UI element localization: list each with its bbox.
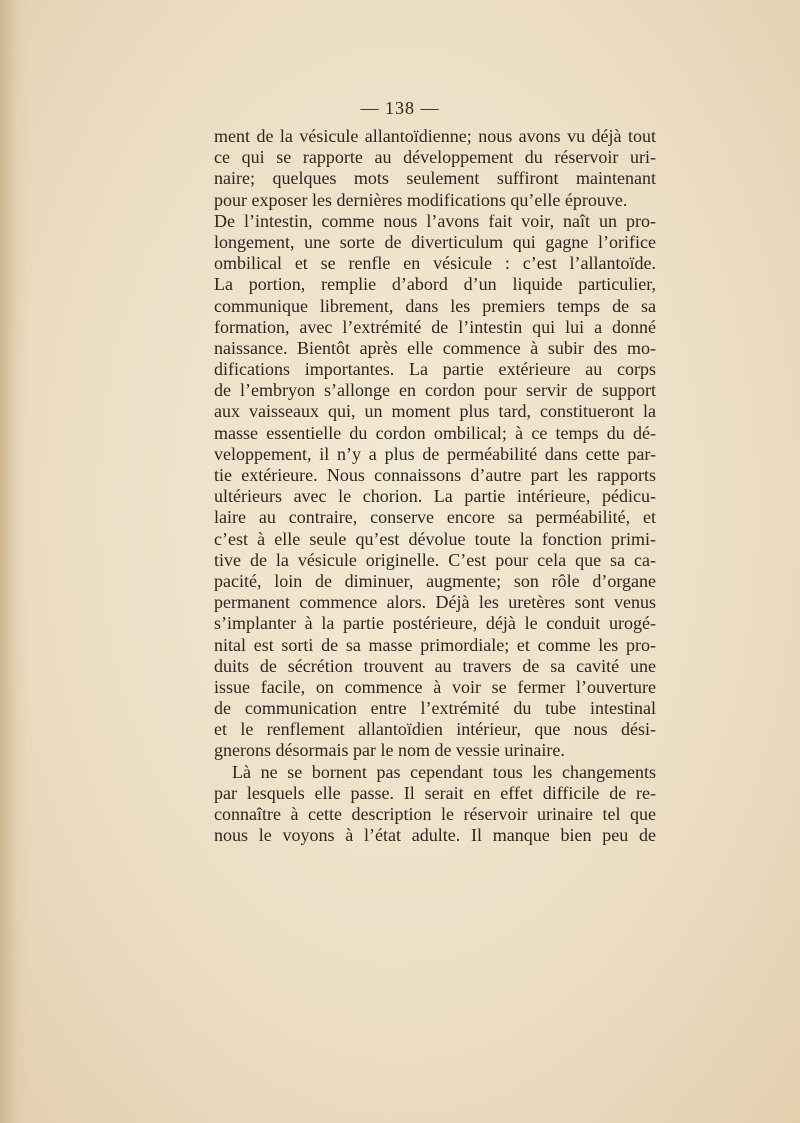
text-line: communique librement, dans les premiers temps de sa — [214, 295, 656, 316]
text-line: connaître à cette description le réservoir urinaire tel que — [214, 804, 656, 824]
text-line: ultérieurs avec le chorion. La partie intérieure, pédicu- — [214, 486, 656, 507]
page-number: — 138 — — [360, 98, 440, 118]
text-line: gnerons désormais par le nom de vessie urinaire. — [214, 740, 565, 761]
text-line: pacité, loin de diminuer, augmente; son rôle d’organe — [214, 570, 656, 591]
text-line: ce qui se rapporte au développement du réservoir uri- — [214, 147, 656, 168]
text-line: naissance. Bientôt après elle commence à subir des mo- — [214, 337, 656, 358]
text-line: ombilical et se renfle en vésicule : c’est l’allantoïde. — [214, 253, 656, 274]
text-line: pour exposer les dernières modifications qu’elle éprouve. — [214, 189, 628, 210]
text-line: veloppement, il n’y a plus de perméabilité dans cette par- — [214, 443, 656, 464]
text-line: formation, avec l’extrémité de l’intestin qui lui a donné — [214, 316, 656, 337]
text-line: naire; quelques mots seulement suffiront maintenant — [214, 168, 656, 189]
text-line: aux vaisseaux qui, un moment plus tard, constitueront la — [214, 401, 656, 422]
text-line: tive de la vésicule originelle. C’est pour cela que sa ca- — [214, 549, 656, 570]
text-line: Là ne se bornent pas cependant tous les changements — [232, 761, 656, 782]
text-line: nital est sorti de sa masse primordiale; et comme les pro- — [214, 634, 656, 655]
text-line: c’est à elle seule qu’est dévolue toute la fonction primi- — [214, 528, 656, 549]
text-line: s’implanter à la partie postérieure, déjà le conduit urogé- — [214, 613, 656, 634]
text-line: de l’embryon s’allonge en cordon pour servir de support — [214, 380, 656, 401]
text-line: et le renflement allantoïdien intérieur, que nous dési- — [214, 719, 656, 740]
text-line: nous le voyons à l’état adulte. Il manque bien peu de — [214, 825, 656, 846]
text-line: difications importantes. La partie extérieure au corps — [214, 359, 656, 380]
text-line: par lesquels elle passe. Il serait en effet difficile de re- — [214, 782, 656, 803]
text-line: masse essentielle du cordon ombilical; à ce temps du dé- — [214, 422, 656, 443]
text-line: De l’intestin, comme nous l’avons fait voir, naît un pro- — [214, 210, 656, 231]
text-line: laire au contraire, conserve encore sa perméabilité, et — [214, 507, 656, 528]
page-binding-shadow — [0, 0, 28, 1123]
text-line: tie extérieure. Nous connaissons d’autre part les rapports — [214, 465, 656, 485]
text-line: de communication entre l’extrémité du tube intestinal — [214, 698, 656, 719]
text-line: longement, une sorte de diverticulum qui gagne l’orifice — [214, 231, 656, 252]
text-line: ment de la vésicule allantoïdienne; nous avons vu déjà tout — [214, 126, 656, 146]
text-line: La portion, remplie d’abord d’un liquide particulier, — [214, 274, 656, 295]
text-line: permanent commence alors. Déjà les uretères sont venus — [214, 592, 656, 613]
body-text — [214, 126, 656, 846]
text-line: issue facile, on commence à voir se fermer l’ouverture — [214, 676, 656, 697]
text-line: duits de sécrétion trouvent au travers de sa cavité une — [214, 655, 656, 676]
